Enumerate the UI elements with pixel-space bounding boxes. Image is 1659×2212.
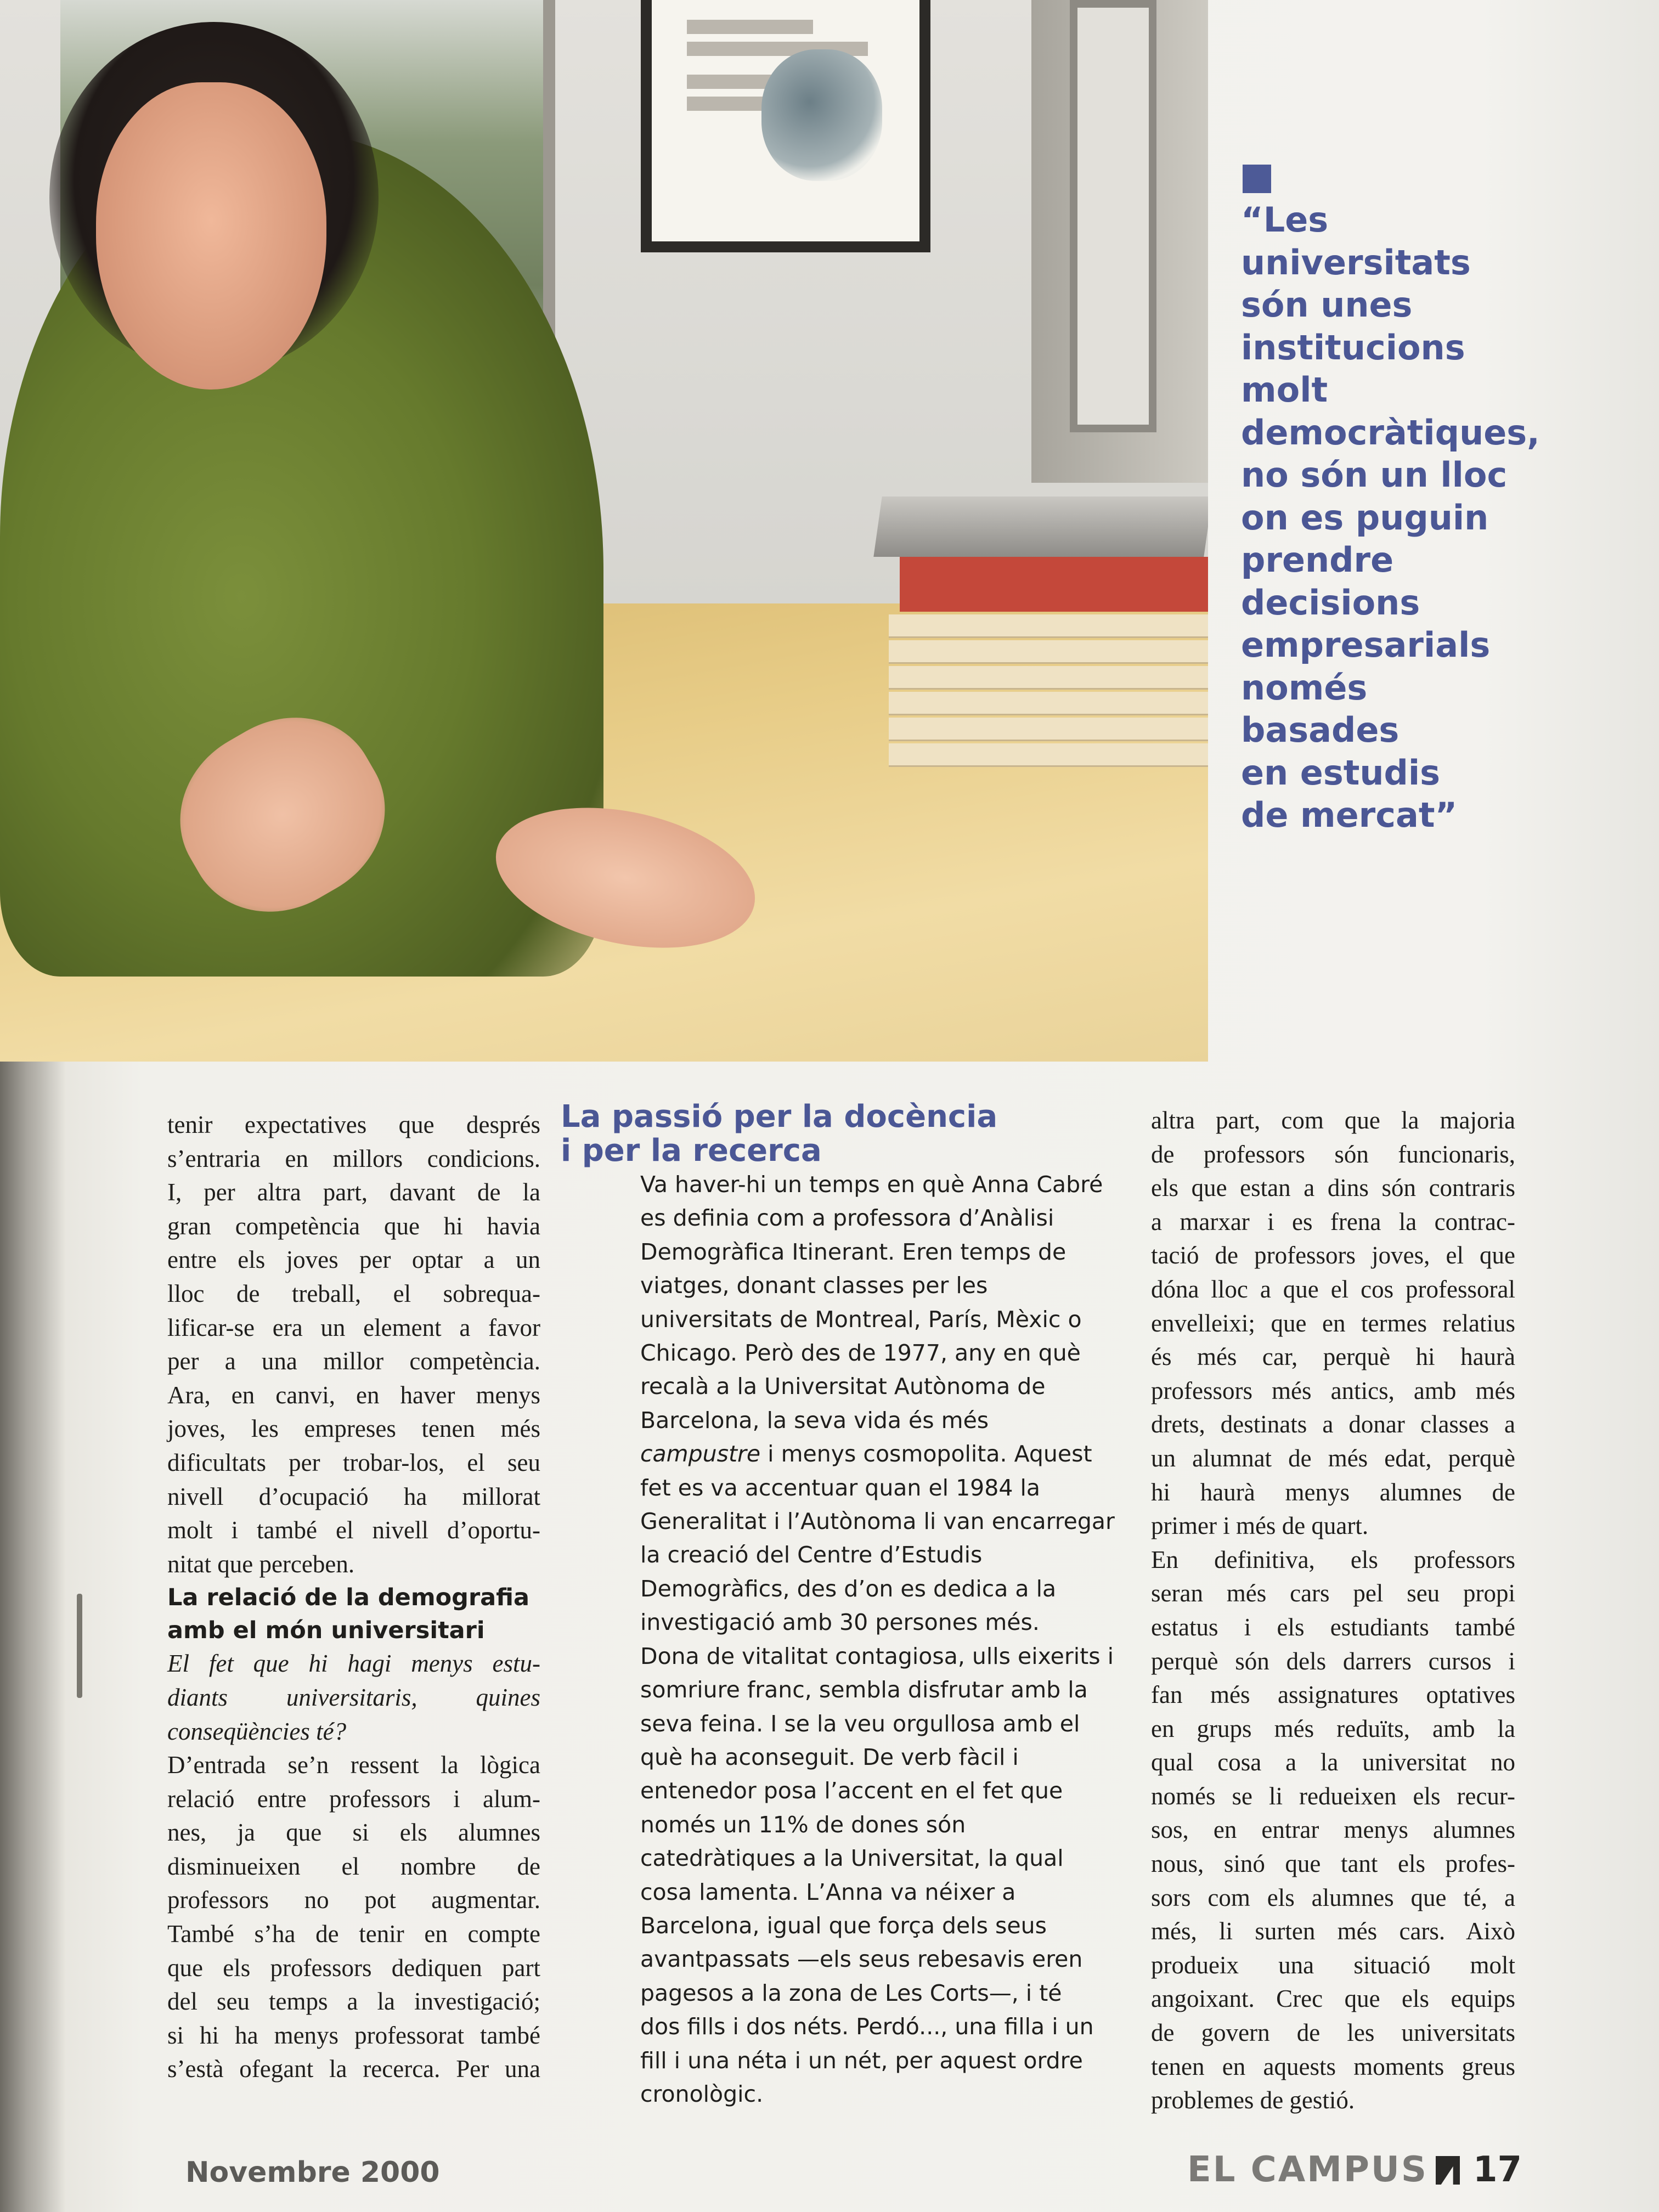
text-line: fill i una néta i un nét, per aquest ordre	[640, 2047, 1083, 2074]
paper-sheet	[889, 692, 1208, 715]
text-line: més, li surten més cars. Això	[1151, 1917, 1515, 1945]
text-line: fan més assignatures optatives	[1151, 1681, 1515, 1709]
pull-quote-line: són unes	[1241, 285, 1413, 325]
text-line: lloc de treball, el sobrequa-	[167, 1279, 540, 1307]
text-line: pagesos a la zona de Les Corts—, i té	[640, 1979, 1062, 2006]
profile-paragraph	[561, 1168, 1120, 2111]
poster-text-line	[687, 97, 769, 111]
text-line: és més car, perquè hi haurà	[1151, 1343, 1515, 1371]
text-line: un alumnat de més edat, perquè	[1151, 1444, 1515, 1472]
text-line: s’entraria en millors condicions.	[167, 1144, 540, 1172]
text-line: estatus i els estudiants també	[1151, 1613, 1515, 1641]
text-line: es definia com a professora d’Anàlisi	[640, 1205, 1054, 1232]
text-line: cronològic.	[640, 2080, 764, 2107]
subheading-line: amb el món universitari	[167, 1617, 485, 1645]
text-line: I, per altra part, davant de la	[167, 1178, 540, 1206]
right-paragraph-2	[1151, 1543, 1515, 2118]
text-line: Va haver-hi un temps en què Anna Cabré	[640, 1171, 1103, 1198]
text-line: catedràtiques a la Universitat, la qual	[640, 1845, 1064, 1872]
text-line: viatges, donant classes per les	[640, 1272, 988, 1299]
text-line: D’entrada se’n ressent la lògica	[167, 1751, 540, 1779]
text-line: Barcelona, la seva vida és més	[640, 1407, 989, 1434]
paper-sheet	[889, 743, 1208, 767]
text-line: cosa lamenta. L’Anna va néixer a	[640, 1878, 1016, 1905]
text-line: tenen en aquests moments greus	[1151, 2052, 1515, 2080]
question-line: diants universitaris, quines	[167, 1683, 540, 1711]
text-line: relació entre professors i alum-	[167, 1785, 540, 1813]
pull-quote-line: institucions	[1241, 327, 1465, 368]
red-folder	[900, 557, 1208, 612]
text-line: altra part, com que la majoria	[1151, 1107, 1515, 1134]
pull-quote-line: prendre	[1241, 540, 1394, 580]
pull-quote-line: on es puguin	[1241, 497, 1489, 538]
text-line: dos fills i dos néts. Perdó..., una filla i un	[640, 2013, 1094, 2040]
text-line: només un 11% de dones són	[640, 1811, 966, 1838]
pull-quote-line: en estudis	[1241, 752, 1441, 793]
paper-sheet	[889, 718, 1208, 741]
pull-quote-line: basades	[1241, 710, 1400, 750]
text-line: entenedor posa l’accent en el fet que	[640, 1778, 1063, 1804]
right-paragraph-1	[1151, 1104, 1515, 1543]
magazine-arrow-icon	[1436, 2156, 1460, 2185]
text-line: sos, en entrar menys alumnes	[1151, 1816, 1515, 1844]
text-line: gran competència que hi havia	[167, 1212, 540, 1240]
poster-artwork	[761, 49, 882, 181]
pull-quote-line: només	[1241, 667, 1368, 708]
pull-quote-line: no són un lloc	[1241, 455, 1508, 495]
paper-sheet	[889, 614, 1208, 638]
pull-quote-line: de mercat”	[1241, 795, 1458, 835]
text-line: angoixant. Crec que els equips	[1151, 1985, 1515, 2013]
text-line: somriure franc, sembla disfrutar amb la	[640, 1677, 1088, 1703]
italic-word-campustre: campustre	[640, 1441, 761, 1468]
text-line: Ara, en canvi, en haver menys	[167, 1381, 540, 1409]
text-line: Demogràfics, des d’on es dedica a la	[640, 1575, 1057, 1602]
text-line: professors no pot augmentar.	[167, 1886, 540, 1914]
text-line: produeix una situació molt	[1151, 1951, 1515, 1979]
text-line: nes, ja que si els alumnes	[167, 1819, 540, 1847]
subheading-demografia	[167, 1581, 540, 1647]
poster-text-line	[687, 20, 813, 34]
text-line: de govern de les universitats	[1151, 2019, 1515, 2047]
text-line: Dona de vitalitat contagiosa, ulls eixerits i	[640, 1643, 1114, 1669]
text-line: fet es va accentuar quan el 1984 la	[640, 1474, 1040, 1501]
text-line: tenir expectatives que després	[167, 1111, 540, 1138]
text-line: problemes de gestió.	[1151, 2086, 1355, 2114]
text-line: Barcelona, igual que força dels seus	[640, 1912, 1047, 1939]
heading-line: i per la recerca	[561, 1133, 822, 1169]
photo-window-right	[1031, 0, 1208, 483]
text-line: hi haurà menys alumnes de	[1151, 1478, 1515, 1506]
text-line: de professors són funcionaris,	[1151, 1140, 1515, 1168]
footer-page-number: 17	[1473, 2149, 1522, 2190]
text-line: perquè són dels darrers cursos i	[1151, 1647, 1515, 1675]
text-line: Demogràfica Itinerant. Eren temps de	[640, 1238, 1066, 1265]
middle-column	[561, 1100, 1120, 2111]
interview-answer	[167, 1748, 540, 2086]
text-line: del seu temps a la investigació;	[167, 1988, 540, 2016]
pull-quote-line: “Les	[1241, 200, 1329, 240]
text-line: drets, destinats a donar classes a	[1151, 1410, 1515, 1438]
text-line: nitat que perceben.	[167, 1550, 355, 1578]
section-heading-passio	[561, 1100, 1120, 1168]
text-line: només se li redueixen els recur-	[1151, 1782, 1515, 1810]
pull-quote-line: democràtiques,	[1241, 412, 1540, 453]
paper-sheet	[889, 666, 1208, 690]
text-line-with-italic	[640, 1437, 1120, 1471]
text-line: En definitiva, els professors	[1151, 1545, 1515, 1573]
photo-paper-stack	[878, 496, 1208, 804]
text-line: avantpassats —els seus rebesavis eren	[640, 1946, 1083, 1973]
text-line: nivell d’ocupació ha millorat	[167, 1482, 540, 1510]
photo-woman-face	[96, 82, 326, 390]
text-line: la creació del Centre d’Estudis	[640, 1542, 983, 1568]
poster-text-line	[687, 75, 775, 89]
text-line: envelleixi; que en termes relatius	[1151, 1309, 1515, 1337]
text-line: si hi ha menys professorat també	[167, 2021, 540, 2049]
text-line: entre els joves per optar a un	[167, 1246, 540, 1274]
text-line: que els professors dediquen part	[167, 1954, 540, 1982]
text-line: per a una millor competència.	[167, 1347, 540, 1375]
pull-quote	[1241, 199, 1647, 837]
pull-quote-line: decisions	[1241, 582, 1420, 623]
text-line: sors com els alumnes que té, a	[1151, 1883, 1515, 1911]
text-line: joves, les empreses tenen més	[167, 1415, 540, 1443]
question-line: conseqüències té?	[167, 1717, 347, 1745]
left-intro-paragraph	[167, 1108, 540, 1581]
text-line: Chicago. Però des de 1977, any en què	[640, 1340, 1081, 1367]
pull-quote-line: molt	[1241, 370, 1328, 410]
text-line: recalà a la Universitat Autònoma de	[640, 1373, 1046, 1400]
text-line: investigació amb 30 persones més.	[640, 1609, 1040, 1636]
text-line: nous, sinó que tant els profes-	[1151, 1850, 1515, 1878]
left-column	[167, 1108, 540, 2086]
text-line: qual cosa a la universitat no	[1151, 1748, 1515, 1776]
paper-sheet	[889, 640, 1208, 664]
interview-photo	[0, 0, 1208, 1062]
text-line: molt i també el nivell d’oportu-	[167, 1516, 540, 1544]
text-line: què ha aconseguit. De verb fàcil i	[640, 1743, 1019, 1770]
text-line: seran més cars pel seu propi	[1151, 1579, 1515, 1607]
footer-magazine-name: EL CAMPUS	[1187, 2149, 1428, 2190]
photo-framed-poster	[641, 0, 930, 252]
text-line-rest: i menys cosmopolita. Aquest	[760, 1441, 1092, 1468]
quote-marker-square	[1243, 165, 1271, 193]
text-line: dóna lloc a que el cos professoral	[1151, 1275, 1515, 1303]
text-line: seva feina. I se la veu orgullosa amb el	[640, 1710, 1080, 1737]
text-line: professors més antics, amb més	[1151, 1376, 1515, 1404]
text-line: primer i més de quart.	[1151, 1512, 1369, 1540]
text-line: dificultats per trobar-los, el seu	[167, 1448, 540, 1476]
paper-tray	[873, 496, 1208, 557]
text-line: lificar-se era un element a favor	[167, 1313, 540, 1341]
footer-issue-date: Novembre 2000	[185, 2156, 440, 2189]
interview-question	[167, 1647, 540, 1748]
text-line: universitats de Montreal, París, Mèxic o	[640, 1306, 1082, 1333]
subheading-line: La relació de la demografia	[167, 1584, 530, 1612]
text-line: També s’ha de tenir en compte	[167, 1920, 540, 1948]
question-line: El fet que hi hagi menys estu-	[167, 1650, 540, 1678]
pull-quote-line: empresarials	[1241, 625, 1491, 665]
text-line: en grups més reduïts, amb la	[1151, 1714, 1515, 1742]
heading-line: La passió per la docència	[561, 1099, 998, 1135]
right-column	[1151, 1104, 1515, 2118]
text-line: Generalitat i l’Autònoma li van encarregar	[640, 1508, 1115, 1535]
text-line: s’està ofegant la recerca. Per una	[167, 2055, 540, 2083]
text-line: disminueixen el nombre de	[167, 1852, 540, 1880]
text-line: tació de professors joves, el que	[1151, 1242, 1515, 1269]
text-line: a marxar i es frena la contrac-	[1151, 1207, 1515, 1235]
text-line: els que estan a dins són contraris	[1151, 1174, 1515, 1202]
staple-lower	[77, 1594, 82, 1698]
pull-quote-line: universitats	[1241, 242, 1471, 283]
